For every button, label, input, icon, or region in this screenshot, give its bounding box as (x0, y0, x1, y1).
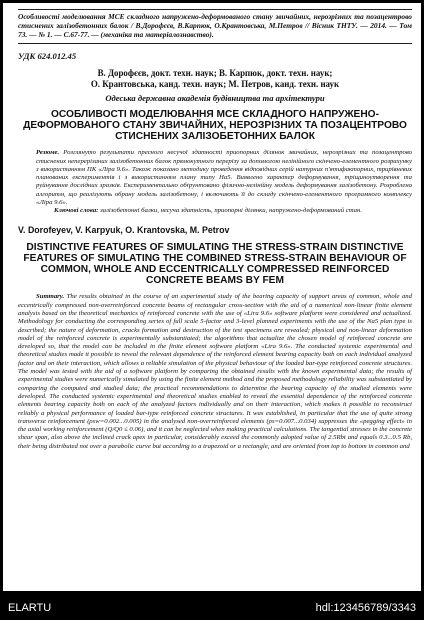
affiliation: Одеська державна академія будівництва та архітектури (105, 92, 325, 103)
keywords-ukrainian (36, 207, 412, 215)
citation-header: Особливості моделювання МСЕ складного напружено-деформованого стану звичайних, нерозрізних та позацентрово стиснених залізобетонних балок / В.Дорофєєв, В.Карпюк, О.Крантовська, М.Петров // Вісник ТНТУ. — 2014. — Том 73. — № 1. — С.67-77. — (механіка та матеріалознавство). (18, 9, 412, 44)
handle-id: hdl:123456789/3343 (315, 602, 416, 614)
abstract-label: Резюме. (36, 149, 60, 157)
keywords-label: Ключові слова: (54, 207, 99, 215)
authors-english: V. Dorofeyev, V. Karpyuk, O. Krantovska, M. Petrov (18, 224, 230, 235)
title-english: DISTINCTIVE FEATURES OF SIMULATING THE STRESS-STRAIN DISTINCTIVE FEATURES OF SIMULATING THE COMBINED STRESS-STRAIN BEHAVIOUR OF COMMON, WHOLE AND ECCENTRICALLY COMPRESSED REINFORCED CONCRETE BEAMS BY FEM (23, 241, 407, 287)
repository-name: ELARTU (8, 602, 52, 614)
page-content (18, 9, 412, 451)
abstract-text: Розглянуто результати пресного несучої здатності приопорних ділянок звичайних, нерозрізних та позацентрово стиснених неперерізаних залізобетонних балок прямокутного перерізу за допомогою нелінійного скінчено-елементного розрахунку з використанням ПК «Ліра 9.6». Також показано методику проведення відповідних серій натурних п'ятифакторних, трирівневих планованих експериментів і з використанням плану типу Ha5. Виявлено характер деформування, тріщиноутворення та руйнування дослідних зразків. Експериментально обґрунтовано фізично-нелінійну модель деформування залізобетону. Розроблено алгоритм, що реалізують обрану модель залізобетону, і включають її до складу скінчено-елементного програмного комплексу «Ліра 9.6». (36, 149, 412, 206)
summary-english (18, 293, 412, 451)
keywords-text: залізобетонні балки, несуча здатність, приопорні ділянки, напружено-деформований стан. (100, 207, 363, 215)
authors-ukrainian (18, 68, 412, 90)
summary-text: The results obtained in the course of an experimental study of the bearing capacity of support areas of common, whole and eccentrically compressed non-overreinforced concrete beams of rectangular cross-section with the aid of a numerical non-linear finite element analysis based on the theoretical mechanics of reinforced concrete with the use of «Lira 9.6» software platform were considered and actualized. Methodology for conducting the corresponding series of full scale 5-factor and 3-level planned experiments with the use of the Na5 plan type is described; the nature of deformation, cracks formation and destruction of the test specimens are revealed; physical and non-linear deformation model of the reinforced concrete is experimentally substantiated; the algorithms that actualize the chosen model of reinforced concrete are developed so, that the model can be included in the finite element software platform «Lira 9.6». The conducted systemic experimental and theoretical studies made it possible to reveal the relevant dependence of the reinforced element bearing capacity both on each individual analyzed factor and on their interaction, which allows a reliable simulation of the physical behaviour of the loaded bar-type reinforced concrete structures. The model was tested with the aid of a software platform by comparing the obtained results with the known experimental data; the results of experimental studies were numerically simulated by using the finite element method and the proposed methodology reliability was substantiated by comparing the computed and studied data; the practical recommendations to determine the bearing capacity of the studied elements were developed. The conducted systemic experimental and theoretical studies enabled to reveal the essential dependence of the reinforced concrete elements bearing capacity both on each of the analyzed factors individually and on their interaction, which makes it possible to reconstruct reliably a physical performance of loaded bar-type reinforced concrete structures. It was established, in particular that the use of quite strong transverse reinforcement (ρsw=0.002...0.005) in the analysed non-overreinforced elements (ρs=0.007...0.034) suppresses the «pegging effect» in the axial working reinforcement (Q/Q0 ≤ 0.06), and it can be neglected when making practical calculations. The tangential stresses in the concrete shear span, also above the inclined crack apex in particular, considerably exceed the commonly adopted value of 2.5Rbt and equals 0.3...0.5 Rb, their being distributed not over a parabolic curve but according to a trapezoid or a rectangle, and are oriented from top to bottom in common and (18, 293, 412, 450)
authors-line-1: В. Дорофєєв, докт. техн. наук; В. Карпюк, докт. техн. наук; (97, 67, 333, 78)
abstract-ukrainian (18, 149, 412, 215)
summary-label: Summary. (36, 293, 65, 301)
udc-code: УДК 624.012.45 (18, 50, 77, 61)
document-page (3, 3, 421, 591)
viewer-footer (0, 596, 424, 620)
title-ukrainian: ОСОБЛИВОСТІ МОДЕЛЮВАННЯ МСЕ СКЛАДНОГО НАПРУЖЕНО-ДЕФОРМОВАНОГО СТАНУ ЗВИЧАЙНИХ, НЕРОЗРІЗНИХ ТА ПОЗАЦЕНТРОВО СТИСНЕНИХ ЗАЛІЗОБЕТОННИХ БАЛОК (23, 108, 407, 143)
authors-line-2: О. Крантовська, канд. техн. наук; М. Петров, канд. техн. наук (90, 78, 340, 89)
